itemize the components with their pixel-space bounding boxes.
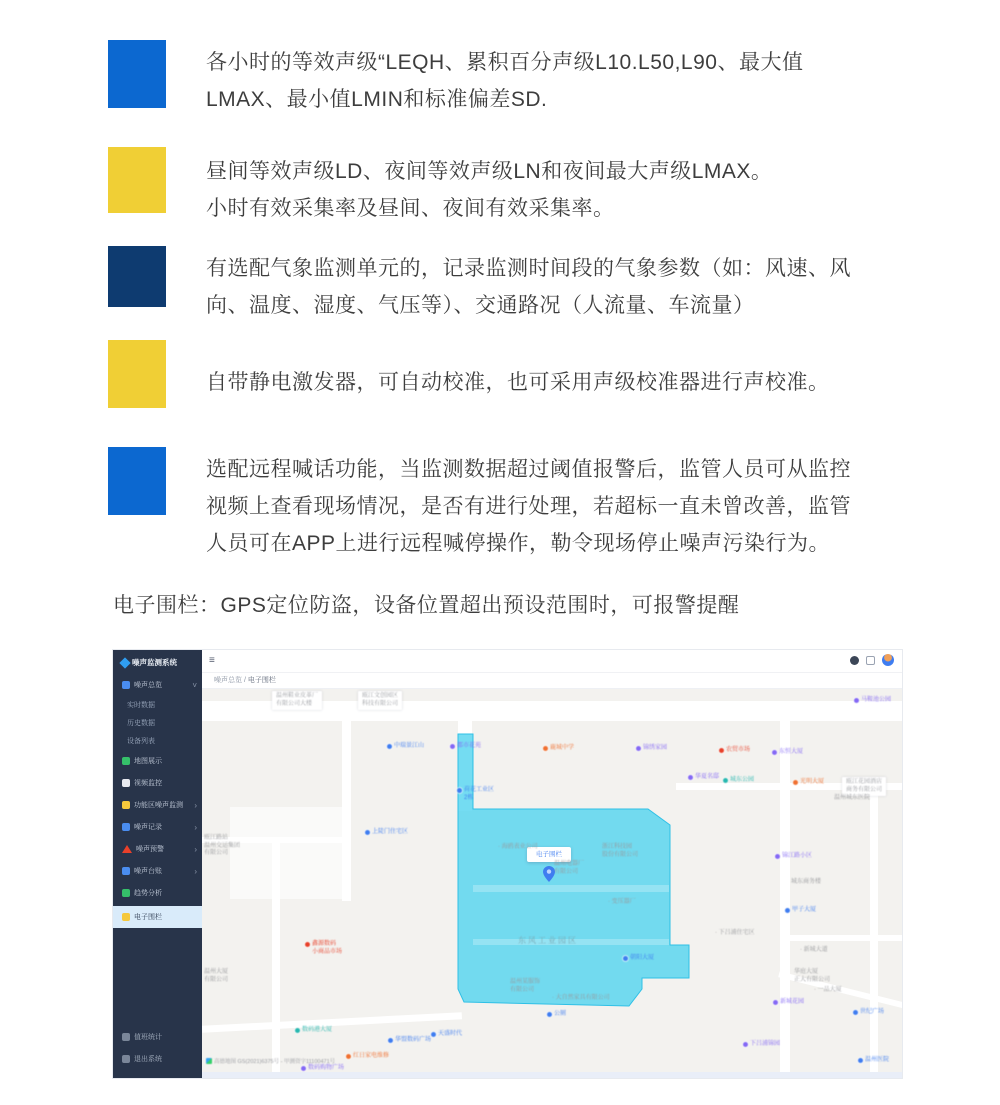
poi-marker-icon <box>688 775 693 780</box>
poi-marker-icon <box>853 1010 858 1015</box>
bullet-row <box>108 147 772 227</box>
chevron-icon: › <box>194 866 197 876</box>
sidebar-item-exit[interactable] <box>113 1048 202 1070</box>
map-poi-label <box>775 853 812 861</box>
poi-text: · 新城大道 <box>800 947 828 953</box>
poi-text: 瓯江花园酒店 商务有限公司 <box>846 779 883 793</box>
poi-text: 浙江科技园 股份有限公司 <box>602 844 639 858</box>
poi-text: 温州大厦 有限公司 <box>204 969 229 983</box>
poi-marker-icon <box>387 744 392 749</box>
poi-text: 华盟数码广场 <box>395 1037 432 1043</box>
map-poi-label <box>387 743 424 751</box>
poi-text: 鑫源数码 小商品市场 <box>312 941 343 955</box>
poi-marker-icon <box>785 908 790 913</box>
map-poi-label <box>814 987 842 995</box>
poi-marker-icon <box>450 744 455 749</box>
bullet-square <box>108 40 166 108</box>
map-poi-label <box>554 861 584 876</box>
bullet-text-line: 小时有效采集率及昼间、夜间有效采集率。 <box>206 197 615 220</box>
fence-area-label: 东风工业园区 <box>518 936 578 945</box>
bullet-row <box>108 40 803 118</box>
sidebar-bottom <box>113 1026 202 1070</box>
poi-text: · 一品大厦 <box>814 987 842 993</box>
poi-text: 温州鞋业皮革厂 有限公司大楼 <box>276 693 319 707</box>
map-poi-label <box>301 1065 344 1072</box>
map-poi-label <box>636 745 667 753</box>
poi-text: 天盛时代 <box>438 1031 463 1037</box>
breadcrumb-separator: / <box>243 677 246 684</box>
bullet-text <box>206 250 851 324</box>
poi-text: · 大自然家具有限公司 <box>552 995 610 1001</box>
map-poi-label <box>602 844 638 859</box>
sidebar-item-leaf[interactable] <box>113 750 202 772</box>
map-poi-label <box>547 1011 566 1019</box>
poi-marker-icon <box>719 748 724 753</box>
sidebar-item-cam[interactable] <box>113 772 202 794</box>
sidebar-item-label: 历史数据 <box>127 720 155 727</box>
sidebar-item-label: 趋势分析 <box>134 890 162 897</box>
map-poi-label <box>204 969 228 984</box>
poi-marker-icon <box>388 1038 393 1043</box>
poi-marker-icon <box>295 1028 300 1033</box>
doc-icon <box>122 823 130 831</box>
map-poi-label <box>295 1027 332 1035</box>
map-poi-label <box>842 777 886 796</box>
user-avatar[interactable] <box>882 654 894 666</box>
poi-text: 城东商务楼 <box>791 879 822 885</box>
breadcrumb <box>202 673 902 689</box>
poi-text: 光明大厦 <box>800 779 825 785</box>
sidebar-item-label: 噪声总览 <box>134 682 162 689</box>
poi-text: 鹿城中学 <box>550 745 575 751</box>
sidebar-menu <box>113 674 202 928</box>
chevron-icon: ˅ <box>192 680 197 690</box>
bullet-square <box>108 246 166 307</box>
poi-text: 上陡门住宅区 <box>372 829 409 835</box>
breadcrumb-current: 电子围栏 <box>247 677 276 684</box>
sidebar-item-sub[interactable] <box>113 696 202 714</box>
map-attribution-text: 高德地图 GS(2021)6375号 - 甲测资字11100471号 <box>214 1059 336 1065</box>
fence-caption: 电子围栏：GPS定位防盗，设备位置超出预设范围时，可报警提醒 <box>113 594 740 617</box>
chevron-icon: › <box>194 844 197 854</box>
bullet-square <box>108 340 166 408</box>
poi-marker-icon <box>772 750 777 755</box>
alert-icon <box>122 845 132 853</box>
sidebar-item-sub[interactable] <box>113 714 202 732</box>
map-poi-label <box>723 777 754 785</box>
bullet-text <box>206 153 772 227</box>
poi-marker-icon <box>793 780 798 785</box>
exit-icon <box>122 1055 130 1063</box>
poi-text: 朝阳大厦 <box>630 955 655 961</box>
bullet-text-line: 各小时的等效声级“LEQH、累积百分声级L10.L50,L90、最大值 <box>206 51 804 74</box>
sidebar-item-sub[interactable] <box>113 732 202 750</box>
sidebar-item-stats[interactable] <box>113 1026 202 1048</box>
map-poi-label <box>623 955 654 963</box>
app-screenshot <box>113 650 902 1078</box>
map-poi-label <box>794 969 830 984</box>
poi-text: 红日家电维修 <box>353 1053 390 1059</box>
map-poi-label <box>552 995 610 1003</box>
map-poi-label <box>498 844 538 852</box>
sidebar-item-nav[interactable] <box>113 882 202 904</box>
poi-text: 中瑞景江山 <box>394 743 425 749</box>
sidebar-item-label: 视频监控 <box>134 780 162 787</box>
bolt-icon <box>122 801 130 809</box>
sidebar-item-alert[interactable] <box>113 838 202 860</box>
fence-name-label[interactable]: 电子围栏 <box>527 847 571 862</box>
bullet-text-line: 昼间等效声级LD、夜间等效声级LN和夜间最大声级LMAX。 <box>206 160 773 183</box>
poi-marker-icon <box>431 1032 436 1037</box>
bullet-text-line: 有选配气象监测单元的，记录监测时间段的气象参数（如：风速、风 <box>206 257 851 280</box>
poi-text: 马鞍池公园 <box>861 697 892 703</box>
sidebar-item-grid[interactable] <box>113 674 202 696</box>
poi-marker-icon <box>346 1054 351 1059</box>
bullet-text-line: LMAX、最小值LMIN和标准偏差SD. <box>206 88 548 111</box>
map-poi-label <box>431 1031 462 1039</box>
map-canvas[interactable] <box>202 689 902 1072</box>
map-poi-label <box>272 691 322 710</box>
poi-marker-icon <box>365 830 370 835</box>
map-poi-label <box>785 907 816 915</box>
top-header <box>202 650 902 673</box>
map-poi-label <box>688 774 719 782</box>
map-poi-label <box>346 1053 389 1061</box>
poi-marker-icon <box>623 956 628 961</box>
poi-text: 数码购物广场 <box>308 1065 345 1071</box>
stats-icon <box>122 1033 130 1041</box>
poi-text: 甲子大厦 <box>792 907 817 913</box>
map-poi-label <box>358 691 402 710</box>
poi-marker-icon <box>743 1042 748 1047</box>
fence-icon <box>122 913 130 921</box>
notification-icon[interactable] <box>850 656 859 665</box>
map-poi-label <box>457 787 494 802</box>
map-attribution <box>206 1057 335 1065</box>
poi-text: 温州电器厂 有限公司 <box>554 861 585 875</box>
poi-marker-icon <box>305 942 310 947</box>
sidebar-item-label: 退出系统 <box>134 1056 162 1063</box>
sidebar-item-label: 实时数据 <box>127 702 155 709</box>
sidebar-item-label: 功能区噪声监测 <box>134 802 183 809</box>
poi-marker-icon <box>636 746 641 751</box>
bullet-text <box>206 451 851 562</box>
map-poi-label <box>858 1057 889 1065</box>
poi-text: 农贸市场 <box>726 747 751 753</box>
sidebar-item-label: 噪声台账 <box>134 868 162 875</box>
header-actions <box>850 654 894 666</box>
chevron-icon: › <box>194 822 197 832</box>
sidebar-item-label: 设备列表 <box>127 738 155 745</box>
sidebar-item-label: 值班统计 <box>134 1034 162 1041</box>
leaf-icon <box>122 757 130 765</box>
map-poi-label <box>743 1041 780 1049</box>
map-poi-label <box>853 1009 884 1017</box>
poi-marker-icon <box>858 1058 863 1063</box>
panel-footer <box>202 1072 902 1078</box>
doc2-icon <box>122 867 130 875</box>
bullet-text-line: 选配远程喊话功能，当监测数据超过阈值报警后，监管人员可从监控 <box>206 458 851 481</box>
poi-marker-icon <box>547 1012 552 1017</box>
poi-marker-icon <box>301 1066 306 1071</box>
sidebar-item-doc[interactable] <box>113 816 202 838</box>
map-poi-label <box>793 779 824 787</box>
map-provider-icon <box>206 1058 212 1064</box>
poi-text: 东恒大厦 <box>779 749 804 755</box>
map-poi-label <box>800 947 828 955</box>
bullet-row <box>108 340 830 408</box>
map-poi-label <box>854 697 891 705</box>
breadcrumb-root[interactable]: 噪声总览 <box>214 677 242 684</box>
poi-text: 华庭大厦 正大有限公司 <box>794 969 831 983</box>
map-poi-label <box>450 743 481 751</box>
map-poi-label <box>543 745 574 753</box>
map-poi-label <box>365 829 408 837</box>
map-poi-label <box>510 979 540 994</box>
sidebar-item-label: 噪声记录 <box>134 824 162 831</box>
bullet-text <box>206 44 803 118</box>
sidebar <box>113 650 202 1078</box>
poi-text: 世纪广场 <box>860 1009 885 1015</box>
sidebar-item-doc2[interactable] <box>113 860 202 882</box>
nav-icon <box>122 889 130 897</box>
poi-text: 数码港大厦 <box>302 1027 333 1033</box>
bullet-text-line: 人员可在APP上进行远程喊停操作，勒令现场停止噪声污染行为。 <box>206 532 831 555</box>
poi-text: 温州城东医院 <box>834 795 871 801</box>
sidebar-item-label: 地图展示 <box>134 758 162 765</box>
hamburger-icon[interactable]: ≡ <box>209 655 215 666</box>
bullet-text-line: 自带静电激发器，可自动校准，也可采用声级校准器进行声校准。 <box>206 371 830 394</box>
bullet-text-line: 视频上查看现场情况，是否有进行处理，若超标一直未曾改善，监管 <box>206 495 851 518</box>
poi-text: 温州医院 <box>865 1057 890 1063</box>
poi-text: 城东公园 <box>730 777 755 783</box>
map-poi-label <box>719 747 750 755</box>
grid-icon <box>122 681 130 689</box>
map-poi-label <box>204 835 240 858</box>
poi-text: · 下吕浦住宅区 <box>715 930 755 936</box>
bullet-text <box>206 364 830 401</box>
poi-text: 新城花园 <box>780 999 805 1005</box>
poi-text: 锦绣家园 <box>643 745 668 751</box>
map-poi-label <box>388 1037 431 1045</box>
map-poi-label <box>773 999 804 1007</box>
poi-text: · 变压器厂 <box>608 899 636 905</box>
bullet-row <box>108 447 851 562</box>
logo-diamond-icon <box>119 657 130 668</box>
map-poi-label <box>715 930 755 938</box>
poi-marker-icon <box>543 746 548 751</box>
fullscreen-icon[interactable] <box>866 656 875 665</box>
map-poi-label <box>834 795 870 803</box>
poi-text: 公厕 <box>554 1011 567 1017</box>
poi-text: 都市花苑 <box>457 743 482 749</box>
sidebar-item-label: 噪声预警 <box>136 846 164 853</box>
map-poi-label <box>772 749 803 757</box>
map-poi-label <box>791 879 821 887</box>
sidebar-item-fence[interactable] <box>113 906 202 928</box>
app-logo <box>113 650 202 674</box>
poi-text: 瓯江文创园区 科技有限公司 <box>362 693 399 707</box>
poi-marker-icon <box>854 698 859 703</box>
poi-text: · 海鸥表业公司 <box>498 844 538 850</box>
sidebar-item-bolt[interactable] <box>113 794 202 816</box>
poi-text: 锦江路小区 <box>782 853 813 859</box>
chevron-icon: › <box>194 800 197 810</box>
poi-text: 瓯江路站 温州交运集团 有限公司 <box>204 835 241 856</box>
poi-marker-icon <box>457 788 462 793</box>
cam-icon <box>122 779 130 787</box>
poi-text: 温州某服饰 有限公司 <box>510 979 541 993</box>
poi-marker-icon <box>775 854 780 859</box>
poi-text: 荷花工业区 2栋 <box>464 787 495 801</box>
map-poi-label <box>608 899 636 907</box>
poi-text: 下吕浦锦园 <box>750 1041 781 1047</box>
map-poi-label <box>305 941 342 956</box>
bullet-text-line: 向、温度、湿度、气压等）、交通路况（人流量、车流量） <box>206 294 755 317</box>
bullet-row <box>108 246 851 324</box>
bullet-square <box>108 447 166 515</box>
app-logo-text: 噪声监测系统 <box>132 658 177 667</box>
bullet-square <box>108 147 166 213</box>
poi-text: 华夏名邸 <box>695 774 720 780</box>
poi-marker-icon <box>773 1000 778 1005</box>
sidebar-item-label: 电子围栏 <box>134 914 162 921</box>
poi-marker-icon <box>723 778 728 783</box>
